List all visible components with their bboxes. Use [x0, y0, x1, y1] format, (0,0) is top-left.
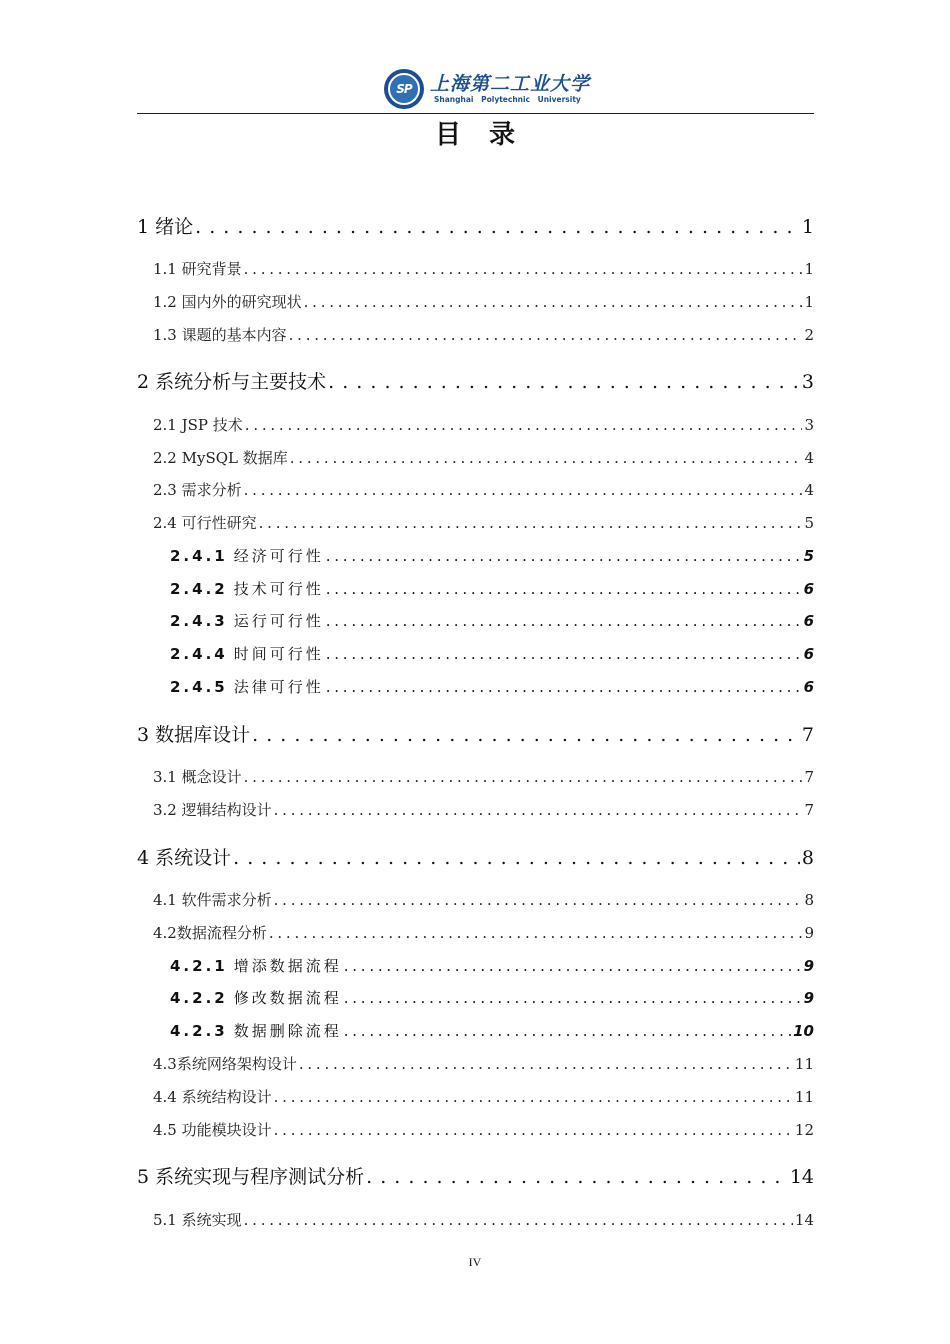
- toc-entry-page: 11: [794, 1088, 814, 1106]
- dot-leader: [245, 416, 803, 434]
- toc-entry[interactable]: [170, 955, 814, 976]
- toc-entry[interactable]: [137, 212, 814, 239]
- university-name-cn: 上海第二工业大学: [430, 73, 591, 95]
- toc-entry[interactable]: [153, 1119, 814, 1140]
- dot-leader: [290, 449, 803, 467]
- dot-leader: [326, 612, 802, 630]
- toc-entry-page: 6: [803, 612, 814, 630]
- toc-entry[interactable]: [170, 610, 814, 631]
- toc-entry-label: [170, 610, 324, 631]
- toc-entry-label: [170, 1020, 342, 1041]
- toc-entry[interactable]: [153, 291, 814, 312]
- toc-entry-page: 9: [804, 924, 814, 942]
- toc-entry-number: 4.2.1: [170, 957, 228, 975]
- toc-entry[interactable]: [170, 987, 814, 1008]
- toc-entry-title: 5.1 系统实现: [153, 1211, 242, 1229]
- dot-leader: [274, 801, 803, 819]
- dot-leader: [326, 547, 802, 565]
- dot-leader: [326, 678, 802, 696]
- toc-entry-page: 1: [801, 216, 814, 238]
- toc-entry-number: 2.4.4: [170, 645, 228, 663]
- page-number: IV: [468, 1255, 482, 1269]
- toc-entry[interactable]: [170, 1020, 814, 1041]
- toc-entry-title: 4.3系统网络架构设计: [153, 1055, 297, 1073]
- dot-leader: [328, 371, 800, 393]
- dot-leader: [344, 1022, 791, 1040]
- dot-leader: [195, 216, 800, 238]
- toc-entry[interactable]: [170, 578, 814, 599]
- toc-entry-page: 7: [804, 768, 814, 786]
- toc-entry-title: 2.2 MySQL 数据库: [153, 449, 288, 467]
- toc-entry-page: 3: [801, 371, 814, 393]
- toc-entry[interactable]: [153, 766, 814, 787]
- toc-entry-title: 2.4 可行性研究: [153, 514, 257, 532]
- toc-entry-title: 技术可行性: [233, 580, 324, 598]
- toc-entry-label: [170, 578, 324, 599]
- dot-leader: [252, 724, 800, 746]
- toc-entry-page: 6: [803, 678, 814, 696]
- page-title: 目录: [434, 120, 543, 150]
- dot-leader: [259, 514, 803, 532]
- dot-leader: [244, 768, 803, 786]
- toc-entry-page: 7: [804, 801, 814, 819]
- toc-entry-label: [170, 987, 342, 1008]
- toc-entry-page: 11: [794, 1055, 814, 1073]
- toc-entry[interactable]: [137, 367, 814, 394]
- toc-entry-page: 6: [803, 645, 814, 663]
- dot-leader: [326, 580, 802, 598]
- toc-entry-label: [170, 676, 324, 697]
- logo-monogram: SP: [396, 82, 412, 96]
- toc-entry[interactable]: [137, 1162, 814, 1189]
- toc-entry-page: 1: [804, 260, 814, 278]
- toc-entry-title: 数据删除流程: [233, 1022, 342, 1040]
- toc-entry-page: 5: [804, 514, 814, 532]
- dot-leader: [274, 1088, 793, 1106]
- dot-leader: [344, 957, 802, 975]
- toc-entry-label: [170, 643, 324, 664]
- toc-entry-page: 1: [804, 293, 814, 311]
- toc-entry[interactable]: [153, 512, 814, 533]
- toc-entry[interactable]: [170, 676, 814, 697]
- toc-entry-page: 12: [794, 1121, 814, 1139]
- toc-entry-title: 5 系统实现与程序测试分析: [137, 1166, 365, 1188]
- toc-entry-number: 2.4.2: [170, 580, 228, 598]
- toc-entry-title: 1.3 课题的基本内容: [153, 326, 287, 344]
- toc-entry-title: 2.1 JSP 技术: [153, 416, 243, 434]
- toc-entry-page: 2: [804, 326, 814, 344]
- dot-leader: [233, 847, 800, 869]
- toc-entry-title: 1 绪论: [137, 216, 194, 238]
- toc-entry-title: 运行可行性: [233, 612, 324, 630]
- toc-entry[interactable]: [137, 843, 814, 870]
- toc-entry-title: 2.3 需求分析: [153, 481, 242, 499]
- toc-entry[interactable]: [153, 922, 814, 943]
- toc-entry-label: [170, 545, 324, 566]
- toc-entry-title: 时间可行性: [233, 645, 324, 663]
- toc-entry-page: 9: [803, 989, 814, 1007]
- toc-entry-page: 3: [804, 416, 814, 434]
- toc-entry-title: 增添数据流程: [233, 957, 342, 975]
- toc-entry-title: 4 系统设计: [137, 847, 232, 869]
- toc-entry[interactable]: [153, 447, 814, 468]
- toc-entry[interactable]: [153, 324, 814, 345]
- dot-leader: [289, 326, 803, 344]
- toc-entry-page: 4: [804, 449, 814, 467]
- dot-leader: [244, 1211, 793, 1229]
- toc-entry-page: 14: [789, 1166, 814, 1188]
- toc-entry-number: 2.4.3: [170, 612, 228, 630]
- toc-entry-title: 经济可行性: [233, 547, 324, 565]
- toc-entry-title: 修改数据流程: [233, 989, 342, 1007]
- toc-entry-title: 4.2数据流程分析: [153, 924, 267, 942]
- toc-entry-title: 3.2 逻辑结构设计: [153, 801, 272, 819]
- toc-entry-number: 4.2.3: [170, 1022, 228, 1040]
- toc-entry-page: 10: [793, 1022, 814, 1040]
- toc-entry-page: 8: [801, 847, 814, 869]
- toc-entry-number: 4.2.2: [170, 989, 228, 1007]
- toc-entry-title: 4.4 系统结构设计: [153, 1088, 272, 1106]
- dot-leader: [299, 1055, 793, 1073]
- university-name-en: Shanghai Polytechnic University: [434, 95, 581, 104]
- toc-entry-title: 4.1 软件需求分析: [153, 891, 272, 909]
- toc-entry[interactable]: [153, 414, 814, 435]
- dot-leader: [274, 1121, 793, 1139]
- toc-entry[interactable]: [153, 889, 814, 910]
- dot-leader: [366, 1166, 788, 1188]
- toc-entry-title: 1.2 国内外的研究现状: [153, 293, 302, 311]
- toc-entry-label: [170, 955, 342, 976]
- toc-entry-page: 7: [801, 724, 814, 746]
- toc-entry-number: 2.4.1: [170, 547, 228, 565]
- dot-leader: [244, 260, 803, 278]
- toc-entry-number: 2.4.5: [170, 678, 228, 696]
- toc-entry[interactable]: [153, 1086, 814, 1107]
- toc-entry-title: 3.1 概念设计: [153, 768, 242, 786]
- toc-entry-page: 5: [803, 547, 814, 565]
- dot-leader: [274, 891, 803, 909]
- dot-leader: [304, 293, 803, 311]
- dot-leader: [244, 481, 803, 499]
- toc-entry-title: 4.5 功能模块设计: [153, 1121, 272, 1139]
- toc-entry-page: 9: [803, 957, 814, 975]
- toc-entry-page: 14: [794, 1211, 814, 1229]
- toc-entry-title: 法律可行性: [233, 678, 324, 696]
- toc-entry-title: 3 数据库设计: [137, 724, 251, 746]
- toc-entry-page: 8: [804, 891, 814, 909]
- dot-leader: [344, 989, 802, 1007]
- toc-entry[interactable]: [153, 1053, 814, 1074]
- toc-entry-page: 6: [803, 580, 814, 598]
- toc-entry[interactable]: [170, 643, 814, 664]
- dot-leader: [326, 645, 802, 663]
- toc-entry-title: 1.1 研究背景: [153, 260, 242, 278]
- toc-entry[interactable]: [137, 720, 814, 747]
- dot-leader: [269, 924, 803, 942]
- toc-entry[interactable]: [153, 258, 814, 279]
- toc-entry[interactable]: [153, 799, 814, 820]
- toc-entry[interactable]: [153, 479, 814, 500]
- toc-entry[interactable]: [153, 1209, 814, 1230]
- toc-entry[interactable]: [170, 545, 814, 566]
- toc-entry-page: 4: [804, 481, 814, 499]
- toc-entry-title: 2 系统分析与主要技术: [137, 371, 327, 393]
